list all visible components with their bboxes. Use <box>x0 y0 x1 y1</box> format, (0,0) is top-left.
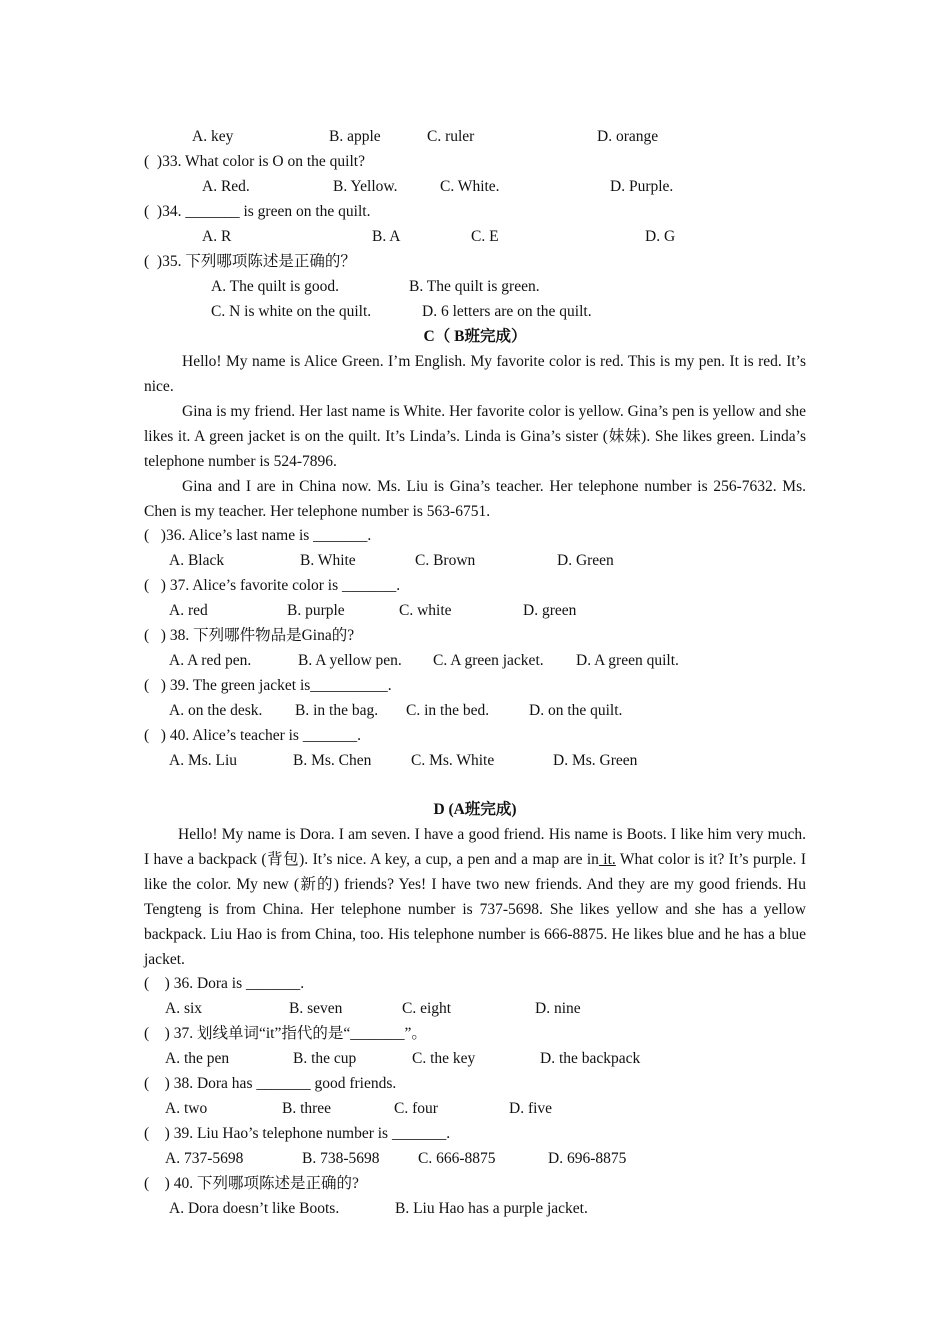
q32-option-c: C. ruler <box>427 128 475 145</box>
d-q39-option-b: B. 738-5698 <box>302 1150 380 1167</box>
q35-text: ( )35. 下列哪项陈述是正确的？ <box>144 253 356 270</box>
c-q40-text: ( ) 40. Alice’s teacher is _______. <box>144 727 361 744</box>
q33-text: ( )33. What color is O on the quilt? <box>144 153 365 170</box>
q34-option-a: A. R <box>202 228 232 245</box>
c-q40-option-d: D. Ms. Green <box>553 752 638 769</box>
c-q39-text: ( ) 39. The green jacket is__________. <box>144 677 392 694</box>
d-q39-option-d: D. 696-8875 <box>548 1150 627 1167</box>
c-q39-option-b: B. in the bag. <box>295 702 379 719</box>
section-d-paragraph-start: Hello! My name is Dora. I am seven. I have a good friend. His name is Boots. I like him very much. I have a backpack (背包). It’s nice. A key, a cup, a pen and a map are in <box>144 826 806 868</box>
section-d-title: D (A班完成) <box>433 801 517 818</box>
c-q36-option-c: C. Brown <box>415 552 476 569</box>
c-q37-option-d: D. green <box>523 602 577 619</box>
c-q38-option-b: B. A yellow pen. <box>298 652 402 669</box>
d-q37-option-c: C. the key <box>412 1050 476 1067</box>
c-q40-option-c: C. Ms. White <box>411 752 495 769</box>
d-q38-option-b: B. three <box>282 1100 332 1117</box>
c-q37-text: ( ) 37. Alice’s favorite color is _______. <box>144 577 401 594</box>
q32-option-b: B. apple <box>329 128 381 145</box>
d-q38-option-c: C. four <box>394 1100 438 1117</box>
underlined-it: it. <box>598 851 616 868</box>
section-d-paragraph-end: What color is it? It’s purple. I like the color. My new (新的) friends? Yes! I have two new friends. And they are my good friends. Hu Tengteng is from China. Her telephone number is 737-5698. She likes yellow and she has a yellow backpack. Liu Hao is from China, too. His telephone number is 666-8875. He likes blue and he has a blue jacket. <box>144 851 806 968</box>
q34-text: ( )34. _______ is green on the quilt. <box>144 203 371 220</box>
q33-option-a: A. Red. <box>202 178 250 195</box>
d-q38-text: ( ) 38. Dora has _______ good friends. <box>144 1075 397 1092</box>
section-c-paragraph-1: Hello! My name is Alice Green. I’m English. My favorite color is red. This is my pen. It is red. It’s nice. <box>144 353 806 395</box>
d-q39-option-c: C. 666-8875 <box>418 1150 496 1167</box>
c-q36-text: ( )36. Alice’s last name is _______. <box>144 527 372 544</box>
section-c-paragraph-2: Gina is my friend. Her last name is White. Her favorite color is yellow. Gina’s pen is yellow and she likes it. A green jacket is on the quilt. It’s Linda’s. Linda is Gina’s sister (妹妹). She likes green. Linda’s telephone number is 524-7896. <box>144 403 806 470</box>
c-q38-option-d: D. A green quilt. <box>576 652 679 669</box>
c-q36-option-d: D. Green <box>557 552 614 569</box>
c-q40-option-b: B. Ms. Chen <box>293 752 372 769</box>
d-q40-text: ( ) 40. 下列哪项陈述是正确的? <box>144 1175 359 1192</box>
q34-option-c: C. E <box>471 228 499 245</box>
d-q39-option-a: A. 737-5698 <box>165 1150 244 1167</box>
q32-option-a: A. key <box>192 128 234 145</box>
q35-option-c: C. N is white on the quilt. <box>211 303 372 320</box>
section-c-title: C（ B班完成） <box>423 328 527 345</box>
d-q40-option-b: B. Liu Hao has a purple jacket. <box>395 1200 588 1217</box>
d-q36-option-a: A. six <box>165 1000 203 1017</box>
q35-option-d: D. 6 letters are on the quilt. <box>422 303 592 320</box>
c-q38-option-a: A. A red pen. <box>169 652 252 669</box>
c-q38-text: ( ) 38. 下列哪件物品是Gina的? <box>144 627 355 644</box>
d-q39-text: ( ) 39. Liu Hao’s telephone number is _______. <box>144 1125 451 1142</box>
section-d-paragraph <box>144 822 806 972</box>
q34-option-b: B. A <box>372 228 401 245</box>
c-q37-option-a: A. red <box>169 602 208 619</box>
d-q37-option-a: A. the pen <box>165 1050 230 1067</box>
c-q39-option-a: A. on the desk. <box>169 702 263 719</box>
q35-option-b: B. The quilt is green. <box>409 278 540 295</box>
c-q38-option-c: C. A green jacket. <box>433 652 544 669</box>
d-q37-option-b: B. the cup <box>293 1050 357 1067</box>
c-q36-option-a: A. Black <box>169 552 225 569</box>
q33-option-b: B. Yellow. <box>333 178 398 195</box>
d-q37-text: ( ) 37. 划线单词“it”指代的是“_______”。 <box>144 1025 427 1042</box>
q33-option-c: C. White. <box>440 178 500 195</box>
section-c-paragraph-3: Gina and I are in China now. Ms. Liu is Gina’s teacher. Her telephone number is 256-7632. Ms. Chen is my teacher. Her telephone number is 563-6751. <box>144 478 806 520</box>
d-q36-option-d: D. nine <box>535 1000 581 1017</box>
d-q40-option-a: A. Dora doesn’t like Boots. <box>169 1200 340 1217</box>
q34-option-d: D. G <box>645 228 676 245</box>
q35-option-a: A. The quilt is good. <box>211 278 340 295</box>
d-q37-option-d: D. the backpack <box>540 1050 641 1067</box>
c-q39-option-c: C. in the bed. <box>406 702 490 719</box>
c-q36-option-b: B. White <box>300 552 356 569</box>
q33-option-d: D. Purple. <box>610 178 674 195</box>
q32-option-d: D. orange <box>597 128 659 145</box>
d-q38-option-d: D. five <box>509 1100 553 1117</box>
c-q37-option-b: B. purple <box>287 602 345 619</box>
c-q40-option-a: A. Ms. Liu <box>169 752 238 769</box>
d-q36-option-c: C. eight <box>402 1000 452 1017</box>
c-q39-option-d: D. on the quilt. <box>529 702 623 719</box>
d-q36-text: ( ) 36. Dora is _______. <box>144 975 305 992</box>
d-q38-option-a: A. two <box>165 1100 208 1117</box>
d-q36-option-b: B. seven <box>289 1000 343 1017</box>
c-q37-option-c: C. white <box>399 602 452 619</box>
